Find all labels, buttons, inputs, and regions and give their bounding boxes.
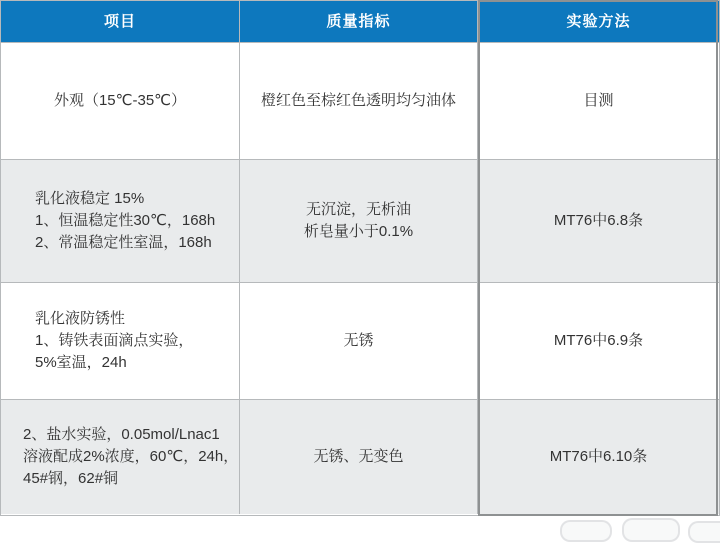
table-row-2-indicator-cell xyxy=(240,160,478,283)
table-row-4-method-cell xyxy=(478,400,719,514)
cell-text-line: MT76中6.10条 xyxy=(549,448,648,465)
cell-text-line: 1、恒温稳定性30℃，168h xyxy=(35,212,216,229)
header-method xyxy=(478,1,719,43)
cell-text-line: 乳化液稳定 15% xyxy=(35,190,145,207)
watermark-blob xyxy=(560,520,612,542)
cell-text-line: 目测 xyxy=(583,92,614,109)
cell-text-line: 2、常温稳定性室温，168h xyxy=(35,234,212,251)
table-row-4-indicator-cell xyxy=(240,400,478,514)
cell-text-line: 1、铸铁表面滴点实验， xyxy=(35,332,194,349)
table-row-1-item-cell xyxy=(1,43,240,160)
cell-text-line: 2、盐水实验，0.05mol/Lnac1 xyxy=(23,426,220,443)
table-row-3-method-cell xyxy=(478,283,719,400)
cell-text-line: 无沉淀，无析油 xyxy=(305,201,411,218)
cell-text-line: 45#钢，62#铜 xyxy=(23,470,119,487)
header-indicator-label: 质量指标 xyxy=(326,12,391,30)
cell-text-line: MT76中6.8条 xyxy=(553,212,644,229)
header-method-label: 实验方法 xyxy=(566,12,631,30)
table-row-1-indicator-cell xyxy=(240,43,478,160)
table-row-2-item-cell xyxy=(1,160,240,283)
table-row-3-indicator-cell xyxy=(240,283,478,400)
cell-text-line: 橙红色至棕红色透明均匀油体 xyxy=(260,92,456,109)
table-row-1-method-cell xyxy=(478,43,719,160)
table-row-2-method-cell xyxy=(478,160,719,283)
watermark-blob xyxy=(688,521,720,543)
cell-text-line: 无锈 xyxy=(343,332,374,349)
cell-text-line: MT76中6.9条 xyxy=(553,332,644,349)
header-item-label: 项目 xyxy=(103,12,136,30)
header-item xyxy=(1,1,240,43)
cell-text-line: 析皂量小于0.1% xyxy=(303,223,414,240)
cell-text-line: 无锈、无变色 xyxy=(313,448,404,465)
watermark xyxy=(0,516,720,527)
watermark-blob xyxy=(622,518,680,542)
table-row-4-item-cell xyxy=(1,400,240,514)
header-indicator xyxy=(240,1,478,43)
cell-text-line: 溶液配成2%浓度，60℃，24h， xyxy=(23,448,239,465)
cell-text-line: 外观（15℃-35℃） xyxy=(53,92,187,109)
cell-text-line: 5%室温，24h xyxy=(35,354,127,371)
table-row-3-item-cell xyxy=(1,283,240,400)
cell-text-line: 乳化液防锈性 xyxy=(35,310,126,327)
